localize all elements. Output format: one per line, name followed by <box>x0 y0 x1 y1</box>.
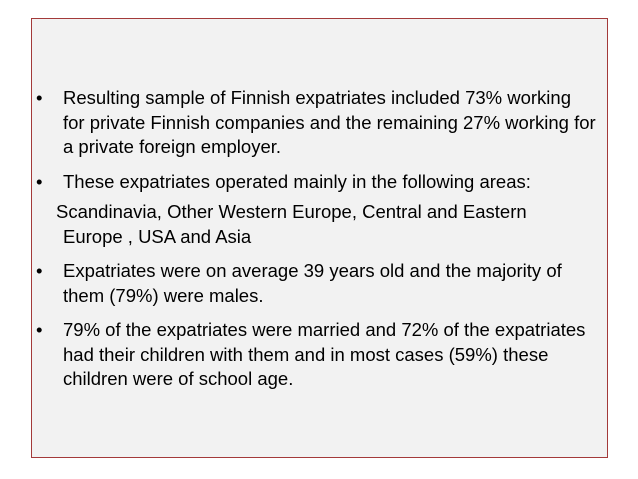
bullet-dot: • <box>36 87 43 108</box>
list-item <box>36 86 596 160</box>
bullet-dot: • <box>36 170 43 192</box>
list-item-text: Expatriates were on average 39 years old and the majority of them (79%) were males. <box>63 260 562 306</box>
list-subitem-line: Europe , USA and Asia <box>63 225 252 247</box>
bullet-list <box>36 86 596 402</box>
bullet-dot: • <box>36 319 43 340</box>
list-item-text: 79% of the expatriates were married and 72% of the expatriates had their children with them and in most cases (59%) these children were of school age. <box>63 319 586 389</box>
bullet-dot: • <box>36 260 43 281</box>
list-subitem-line: Scandinavia, Other Western Europe, Central and Eastern <box>56 201 527 222</box>
list-item <box>36 170 596 195</box>
list-subitem <box>36 200 596 249</box>
list-item-text: These expatriates operated mainly in the following areas: <box>63 170 531 192</box>
list-item-text: Resulting sample of Finnish expatriates included 73% working for private Finnish companies and the remaining 27% working for a private foreign employer. <box>63 87 596 157</box>
list-item <box>36 318 596 392</box>
list-item <box>36 259 596 308</box>
